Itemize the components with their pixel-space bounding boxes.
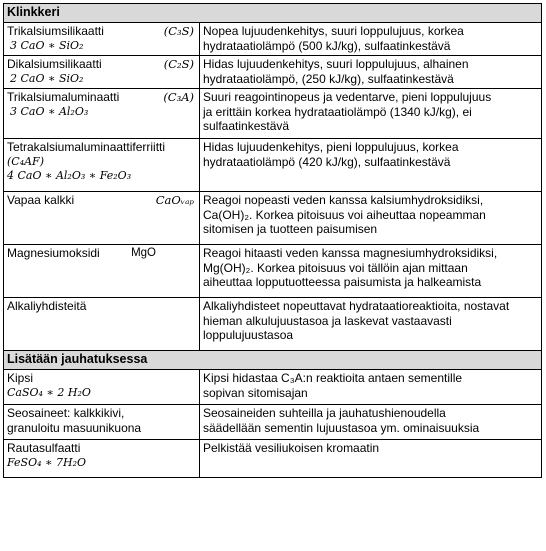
compound-name: Vapaa kalkki (7, 193, 75, 207)
description-line: Reagoi nopeasti veden kanssa kalsiumhydroksidiksi, (203, 193, 484, 207)
description-line: Seosaineiden suhteilla ja jauhatushienoudella (203, 406, 446, 420)
description-line: hydrataatiolämpö (500 kJ/kg), sulfaatinkestävä (203, 38, 451, 53)
compound-abbreviation: (C₃A) (163, 90, 194, 104)
cement-composition-table (3, 3, 542, 478)
description-line: Nopea lujuudenkehitys, suuri loppulujuus, korkea (203, 24, 464, 38)
additive-cell (4, 370, 200, 405)
description-line: Hidas lujuudenkehitys, pieni loppulujuus, korkea (203, 140, 459, 154)
compound-name: Magnesiumoksidi (7, 246, 100, 260)
additive-cell (4, 405, 200, 440)
description-line: sulfaatinkestävä (203, 119, 290, 133)
description-line: Alkaliyhdisteet nopeuttavat hydrataatioreaktioita, nostavat (203, 299, 510, 313)
description-cell (200, 440, 542, 478)
chemical-formula: 3 CaO ∗ Al₂O₃ (10, 104, 89, 118)
description-line: sopivan sitomisajan (203, 385, 308, 400)
compound-abbreviation: MgO (131, 247, 156, 259)
compound-cell (4, 56, 200, 89)
description-line: Reagoi hitaasti veden kanssa magnesiumhydroksidiksi, (203, 246, 498, 260)
table-row (4, 192, 542, 245)
description-cell (200, 89, 542, 139)
compound-abbreviation: (C₂S) (163, 57, 194, 71)
description-line: Pelkistää vesiliukoisen kromaatin (203, 441, 380, 455)
description-line: ja erittäin korkea hydrataatiolämpö (1340 kJ/kg), ei (203, 104, 472, 119)
section-title: Lisätään jauhatuksessa (4, 351, 542, 370)
compound-cell (4, 139, 200, 192)
description-line: aiheuttaa lopputuotteessa paisumista ja halkeamista (203, 275, 482, 289)
compound-cell (4, 23, 200, 56)
description-line: hieman alkulujuustasoa ja laskevat vastaavasti (203, 313, 452, 328)
compound-name: Dikalsiumsilikaatti (7, 57, 102, 71)
compound-name: Alkaliyhdisteitä (7, 299, 87, 313)
compound-name: Tetrakalsiumaluminaattiferriitti (7, 140, 166, 154)
description-line: Kipsi hidastaa C₃A:n reaktioita antaen sementille (203, 371, 463, 385)
description-line: Mg(OH)₂. Korkea pitoisuus voi tällöin ajan mittaan (203, 260, 468, 275)
description-cell (200, 139, 542, 192)
table-row (4, 245, 542, 298)
additive-name: Seosaineet: kalkkikivi, (7, 406, 125, 420)
table-row (4, 23, 542, 56)
compound-cell (4, 89, 200, 139)
additive-name: Rautasulfaatti (7, 441, 81, 455)
compound-abbreviation: (C₃S) (163, 24, 194, 38)
description-line: Hidas lujuudenkehitys, suuri loppulujuus, alhainen (203, 57, 469, 71)
compound-abbreviation: (C₄AF) (7, 154, 44, 168)
table-row (4, 440, 542, 478)
compound-abbreviation: CaOᵥₐₚ (155, 193, 194, 207)
chemical-formula: 3 CaO ∗ SiO₂ (10, 38, 84, 52)
table-row (4, 139, 542, 192)
additive-cell (4, 440, 200, 478)
chemical-formula: 2 CaO ∗ SiO₂ (10, 71, 84, 85)
description-line: sitomisen ja tuotteen paisumisen (203, 222, 378, 236)
description-cell (200, 245, 542, 298)
additive-name: Kipsi (7, 371, 34, 385)
description-cell (200, 56, 542, 89)
description-cell (200, 192, 542, 245)
description-cell (200, 298, 542, 351)
description-line: hydrataatiolämpö, (250 kJ/kg), sulfaatinkestävä (203, 71, 454, 86)
chemical-formula: CaSO₄ ∗ 2 H₂O (7, 385, 91, 399)
table-row (4, 370, 542, 405)
section-title: Klinkkeri (4, 4, 542, 23)
description-cell (200, 370, 542, 405)
table-row (4, 56, 542, 89)
description-line: hydrataatiolämpö (420 kJ/kg), sulfaatinkestävä (203, 154, 451, 169)
description-cell (200, 405, 542, 440)
section-header-clinker (4, 4, 542, 23)
compound-name: Trikalsiumaluminaatti (7, 90, 120, 104)
chemical-formula: 4 CaO ∗ Al₂O₃ ∗ Fe₂O₃ (7, 168, 132, 182)
compound-name: Trikalsiumsilikaatti (7, 24, 104, 38)
compound-cell (4, 245, 200, 298)
description-cell (200, 23, 542, 56)
description-line: säädellään sementin lujuustasoa ym. ominaisuuksia (203, 420, 480, 435)
table-row (4, 405, 542, 440)
description-line: Ca(OH)₂. Korkea pitoisuus voi aiheuttaa nopeamman (203, 207, 486, 222)
table-row (4, 298, 542, 351)
chemical-formula: FeSO₄ ∗ 7H₂O (7, 455, 86, 469)
section-header-grinding (4, 351, 542, 370)
additive-name-continued: granuloitu masuunikuona (7, 420, 142, 435)
description-line: Suuri reagointinopeus ja vedentarve, pieni loppulujuus (203, 90, 492, 104)
compound-cell (4, 192, 200, 245)
compound-cell (4, 298, 200, 351)
description-line: loppulujuustasoa (203, 328, 294, 342)
table-row (4, 89, 542, 139)
